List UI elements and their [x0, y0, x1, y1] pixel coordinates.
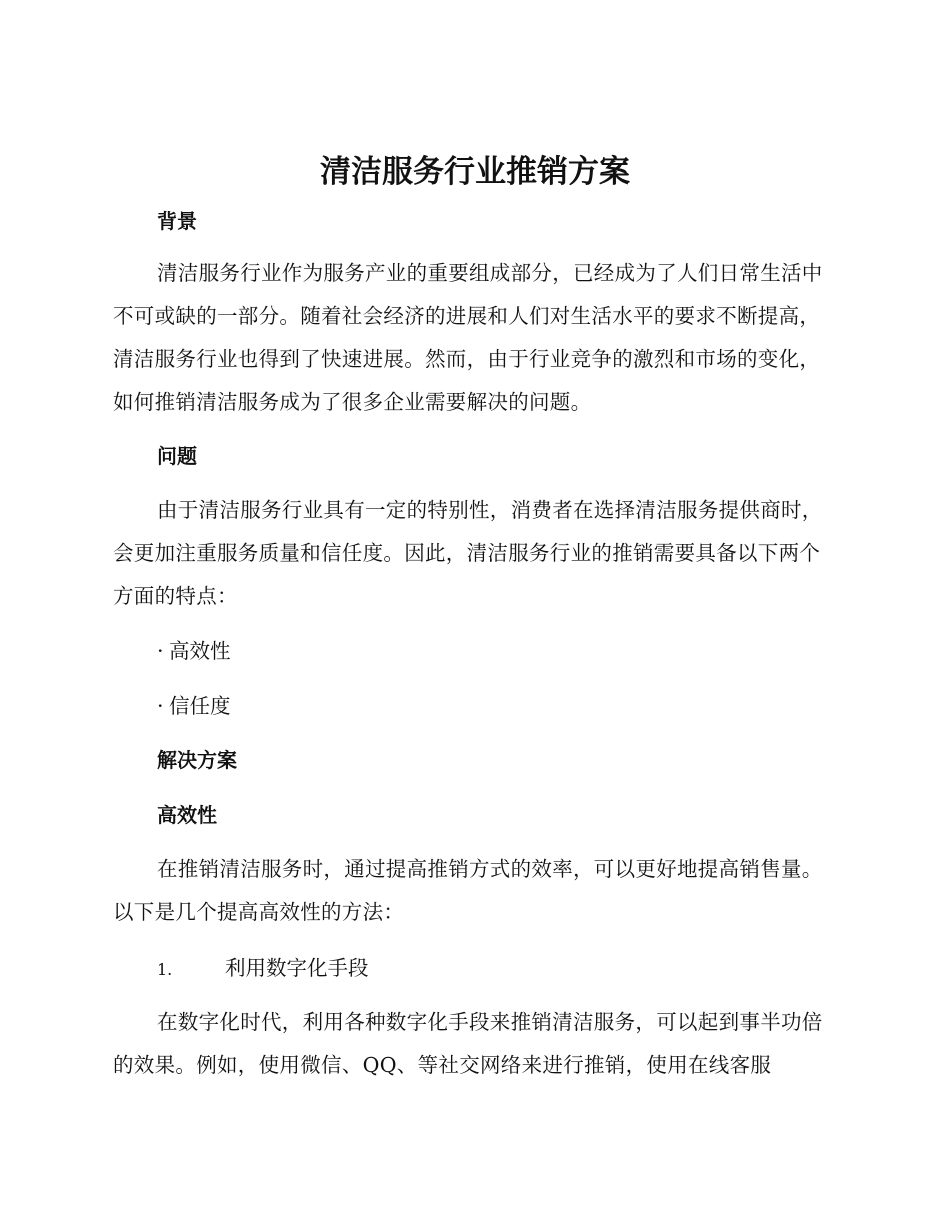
paragraph-problem: 由于清洁服务行业具有一定的特别性，消费者在选择清洁服务提供商时，会更加注重服务质量和信任度。因此，清洁服务行业的推销需要具备以下两个方面的特点： — [113, 498, 823, 608]
item-text: 利用数字化手段 — [225, 956, 369, 980]
bullet-text: 高效性 — [169, 639, 231, 663]
paragraph-efficiency: 在推销清洁服务时，通过提高推销方式的效率，可以更好地提高销售量。以下是几个提高高效性的方法： — [113, 857, 823, 924]
numbered-item — [157, 954, 369, 984]
item-number: 1. — [157, 960, 173, 979]
bullet-marker: · — [157, 639, 164, 663]
paragraph-digital: 在数字化时代，利用各种数字化手段来推销清洁服务，可以起到事半功倍的效果。例如，使用微信、QQ、等社交网络来进行推销，使用在线客服 — [113, 1010, 823, 1077]
subheading-efficiency: 高效性 — [157, 803, 217, 827]
document-title: 清洁服务行业推销方案 — [320, 154, 630, 190]
heading-problem: 问题 — [157, 444, 197, 468]
heading-solution: 解决方案 — [157, 748, 237, 772]
heading-background: 背景 — [157, 209, 197, 233]
paragraph-background: 清洁服务行业作为服务产业的重要组成部分，已经成为了人们日常生活中不可或缺的一部分。随着社会经济的进展和人们对生活水平的要求不断提高，清洁服务行业也得到了快速进展。然而，由于行业竞争的激烈和市场的变化，如何推销清洁服务成为了很多企业需要解决的问题。 — [113, 261, 823, 414]
bullet-item — [157, 692, 231, 720]
bullet-item — [157, 637, 231, 665]
bullet-text: 信任度 — [169, 694, 231, 718]
bullet-marker: · — [157, 694, 164, 718]
